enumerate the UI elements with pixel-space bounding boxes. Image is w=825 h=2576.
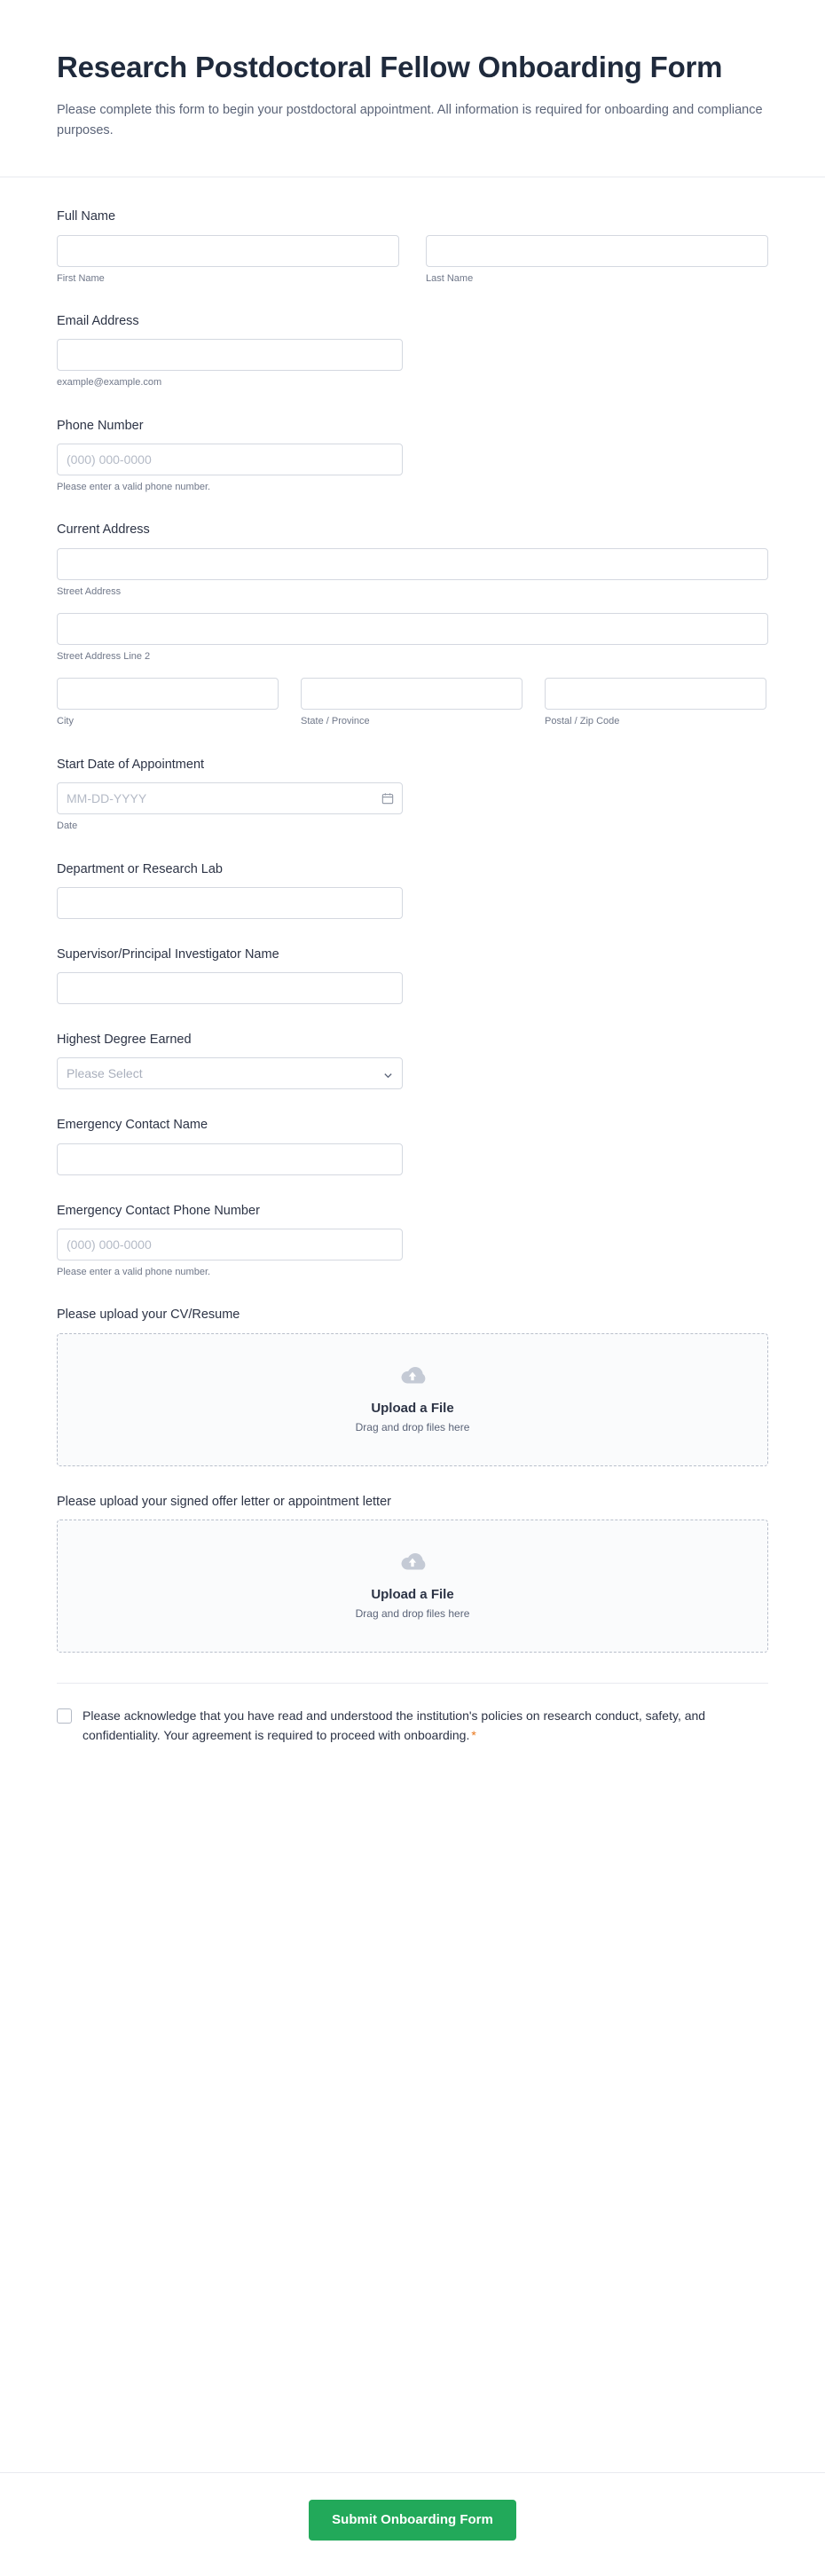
cloud-upload-icon <box>395 1363 430 1390</box>
zip-input[interactable] <box>545 678 766 710</box>
offer-letter-upload-hint: Drag and drop files here <box>355 1607 470 1621</box>
supervisor-input[interactable] <box>57 972 403 1004</box>
field-offer-letter-upload <box>57 1493 768 1653</box>
start-date-input[interactable] <box>57 782 403 814</box>
first-name-sublabel: First Name <box>57 272 105 284</box>
first-name-group <box>57 235 399 286</box>
offer-letter-upload-label: Please upload your signed offer letter or appointment letter <box>57 1494 391 1509</box>
form-subtitle: Please complete this form to begin your postdoctoral appointment. All information is required for onboarding and compliance purposes. <box>57 102 763 138</box>
last-name-sublabel: Last Name <box>426 272 474 284</box>
field-start-date <box>57 756 768 834</box>
email-input[interactable] <box>57 339 403 371</box>
city-state-zip-row <box>57 678 768 728</box>
department-input[interactable] <box>57 887 403 919</box>
required-marker: * <box>471 1727 476 1742</box>
offer-letter-upload-button-label: Upload a File <box>371 1587 454 1603</box>
submit-button[interactable]: Submit Onboarding Form <box>309 2500 516 2541</box>
field-emergency-contact-name <box>57 1116 768 1174</box>
emergency-contact-name-label: Emergency Contact Name <box>57 1118 208 1133</box>
field-highest-degree <box>57 1031 768 1089</box>
acknowledgement-checkbox[interactable] <box>57 1708 72 1724</box>
field-department <box>57 860 768 919</box>
start-date-label: Start Date of Appointment <box>57 757 205 772</box>
department-label: Department or Research Lab <box>57 861 223 876</box>
state-group <box>301 678 522 728</box>
start-date-sublabel: Date <box>57 821 78 832</box>
first-name-input[interactable] <box>57 235 399 267</box>
field-emergency-contact-phone <box>57 1202 768 1280</box>
field-current-address <box>57 521 768 728</box>
email-label: Email Address <box>57 313 139 328</box>
email-group <box>57 339 403 389</box>
phone-sublabel: Please enter a valid phone number. <box>57 481 211 492</box>
city-group <box>57 678 279 728</box>
field-phone <box>57 417 768 495</box>
phone-input[interactable] <box>57 444 403 475</box>
field-supervisor <box>57 946 768 1004</box>
address-label: Current Address <box>57 522 150 538</box>
form-header <box>0 0 825 177</box>
street-address-group <box>57 548 768 599</box>
form-footer <box>0 2472 825 2576</box>
start-date-group <box>57 782 768 833</box>
highest-degree-select[interactable] <box>57 1057 403 1089</box>
field-acknowledgement <box>57 1707 768 1745</box>
street-address-2-sublabel: Street Address Line 2 <box>57 651 151 663</box>
city-sublabel: City <box>57 716 74 727</box>
field-full-name <box>57 208 768 286</box>
emergency-contact-phone-label: Emergency Contact Phone Number <box>57 1203 260 1218</box>
acknowledgement-text: Please acknowledge that you have read and understood the institution's policies on research conduct, safety, and confidentiality. Your agreement is required to proceed with onboarding. <box>82 1708 706 1742</box>
emergency-contact-phone-input[interactable] <box>57 1229 403 1261</box>
state-sublabel: State / Province <box>301 716 370 727</box>
acknowledgement-text-wrapper <box>82 1707 739 1745</box>
start-date-input-wrapper <box>57 782 403 814</box>
full-name-label: Full Name <box>57 209 116 224</box>
street-address-input[interactable] <box>57 548 768 580</box>
acknowledgement-divider <box>57 1683 768 1684</box>
street-address-2-input[interactable] <box>57 613 768 645</box>
field-cv-upload <box>57 1306 768 1465</box>
field-email <box>57 312 768 390</box>
highest-degree-label: Highest Degree Earned <box>57 1033 192 1048</box>
emergency-contact-name-input[interactable] <box>57 1143 403 1175</box>
phone-group <box>57 444 403 494</box>
cv-upload-button-label: Upload a File <box>371 1401 454 1417</box>
cv-upload-dropzone[interactable] <box>57 1333 768 1466</box>
supervisor-label: Supervisor/Principal Investigator Name <box>57 946 279 962</box>
email-sublabel: example@example.com <box>57 377 162 389</box>
state-input[interactable] <box>301 678 522 710</box>
emergency-contact-phone-group <box>57 1229 403 1279</box>
cloud-upload-icon <box>395 1550 430 1576</box>
cv-upload-hint: Drag and drop files here <box>355 1421 470 1434</box>
street-address-2-group <box>57 613 768 664</box>
emergency-contact-phone-sublabel: Please enter a valid phone number. <box>57 1266 211 1277</box>
offer-letter-upload-dropzone[interactable] <box>57 1520 768 1653</box>
phone-label: Phone Number <box>57 418 144 433</box>
city-input[interactable] <box>57 678 279 710</box>
street-address-sublabel: Street Address <box>57 585 122 597</box>
zip-sublabel: Postal / Zip Code <box>545 716 620 727</box>
full-name-row <box>57 235 768 286</box>
zip-group <box>545 678 766 728</box>
cv-upload-label: Please upload your CV/Resume <box>57 1308 240 1323</box>
form-body <box>0 177 825 2472</box>
page-title: Research Postdoctoral Fellow Onboarding Form <box>57 51 723 83</box>
last-name-group <box>426 235 768 286</box>
highest-degree-selected-value: Please Select <box>57 1057 403 1089</box>
last-name-input[interactable] <box>426 235 768 267</box>
